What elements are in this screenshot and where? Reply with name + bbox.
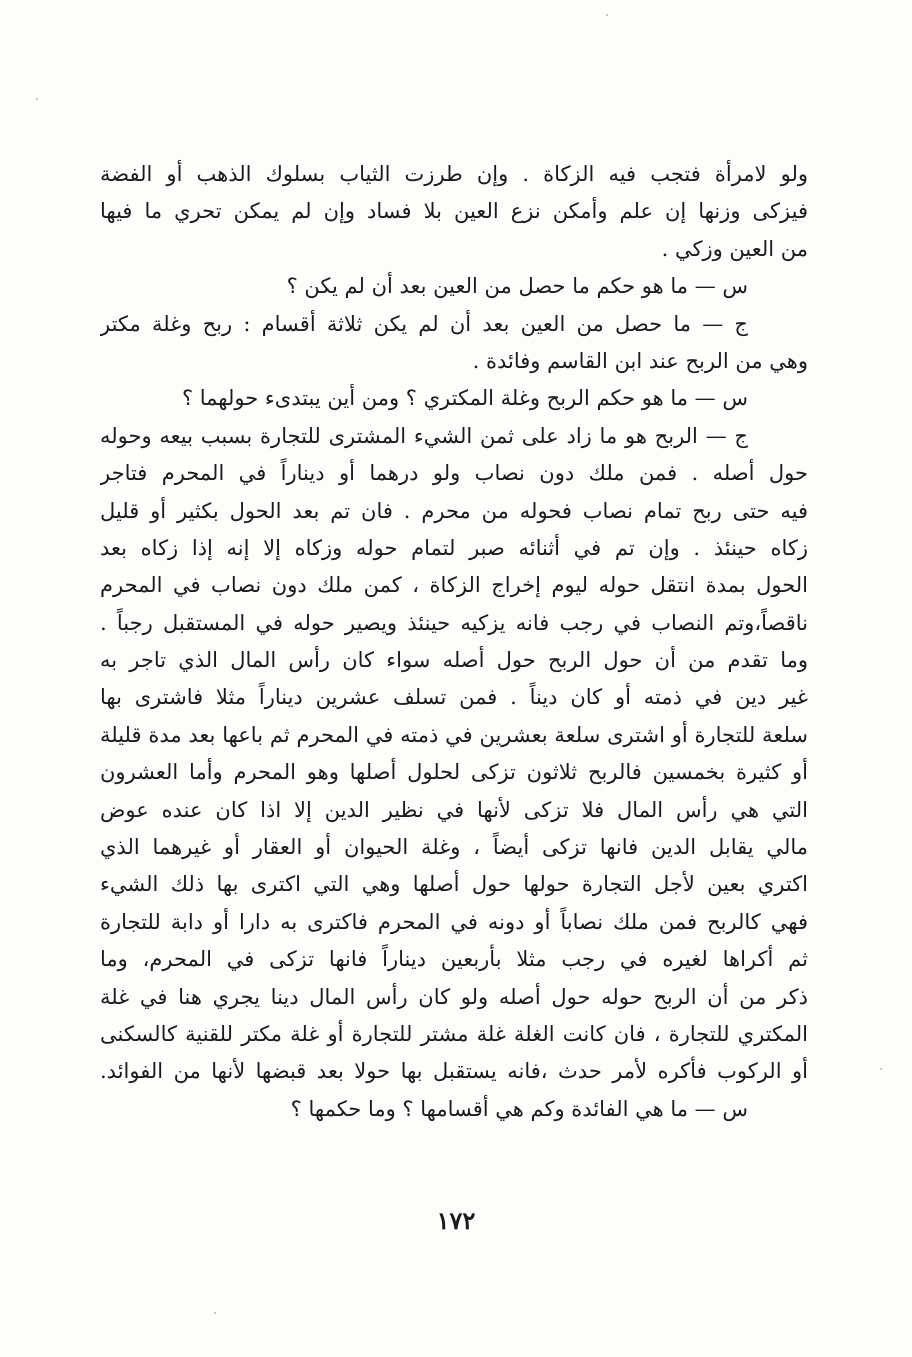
text-line: حول أصله . فمن ملك دون نصاب ولو درهما أو ديناراً في المحرم فتاجر [100, 461, 808, 486]
text-line: أو كثيرة بخمسين فالربح ثلاثون تزكى لحلول أصلها وهو المحرم وأما العشرون [100, 760, 808, 785]
text-line: من العين وزكي . [661, 236, 808, 261]
text-line: فهي كالربح فمن ملك نصاباً أو دونه في المحرم فاكترى به دارا أو دابة للتجارة [100, 909, 808, 934]
text-line: ثم أكراها لغيره في رجب مثلا بأربعين ديناراً فانها تزكى في المحرم، وما [100, 947, 808, 972]
text-line: التي هي رأس المال فلا تزكى لأنها في نظير الدين إلا اذا كان عنده عوض [100, 797, 808, 822]
text-line: فيزكى وزنها إن علم وأمكن نزع العين بلا فساد وإن لم يمكن تحري ما فيها [100, 199, 808, 224]
text-line: غير دين في ذمته أو كان ديناً . فمن تسلف عشرين ديناراً مثلا فاشترى بها [100, 685, 808, 710]
text-line: وما تقدم من أن حول الربح حول أصله سواء كان رأس المال الذي تاجر به [100, 648, 808, 673]
text-line: مالي يقابل الدين فانها تزكى أيضاً ، وغلة الحيوان أو العقار أو غيرهما الذي [100, 835, 808, 860]
page-number: ١٧٢ [436, 1206, 476, 1235]
text-line: المكتري للتجارة ، فان كانت الغلة غلة مشتر للتجارة أو غلة مكتر للقنية كالسكنى [100, 1021, 808, 1046]
text-line: ناقصاً،وتم النصاب في رجب فانه يزكيه حينئذ ويصير حوله في المستقبل رجباً . [100, 610, 808, 635]
body-text [100, 156, 808, 1128]
text-line: ذكر من أن الربح حوله حول أصله ولو كان رأس المال دينا يجري هنا في غلة [100, 984, 808, 1009]
question-line: س — ما هي الفائدة وكم هي أقسامها ؟ وما حكمها ؟ [290, 1096, 748, 1121]
text-line: سلعة للتجارة أو اشترى سلعة بعشرين في ذمته في المحرم ثم باعها بعد مدة قليلة [100, 722, 808, 747]
question-line: س — ما هو حكم الربح وغلة المكتري ؟ ومن أين يبتدىء حولهما ؟ [181, 386, 748, 411]
scan-speck [880, 1068, 882, 1070]
text-line: اكتري بعين لأجل التجارة حولها حول أصلها وهي التي اكترى بها ذلك الشيء [100, 872, 808, 897]
text-line: وهي من الربح عند ابن القاسم وفائدة . [472, 348, 808, 373]
text-line: أو الركوب فأكره لأمر حدث ،فانه يستقبل بها حولا بعد قبضها لأنها من الفوائد. [100, 1059, 808, 1084]
scan-speck [36, 98, 38, 100]
text-line: زكاه حينئذ . وإن تم في أثنائه صبر لتمام حوله وزكاه إلا إنه إذا زكاه بعد [100, 535, 808, 560]
answer-line: ج — ما حصل من العين بعد أن لم يكن ثلاثة أقسام : ربح وغلة مكتر [100, 311, 748, 336]
answer-line: ج — الربح هو ما زاد على ثمن الشيء المشترى للتجارة بسبب بيعه وحوله [100, 423, 748, 448]
text-line: الحول بمدة انتقل حوله ليوم إخراج الزكاة ، كمن ملك دون نصاب في المحرم [100, 573, 808, 598]
scan-speck [606, 14, 608, 16]
text-line: ولو لامرأة فتجب فيه الزكاة . وإن طرزت الثياب بسلوك الذهب أو الفضة [100, 162, 808, 186]
text-line: فيه حتى ربح تمام نصاب فحوله من محرم . فان تم بعد الحول بكثير أو قليل [100, 498, 808, 523]
scan-speck [214, 1312, 216, 1314]
question-line: س — ما هو حكم ما حصل من العين بعد أن لم يكن ؟ [286, 274, 748, 299]
